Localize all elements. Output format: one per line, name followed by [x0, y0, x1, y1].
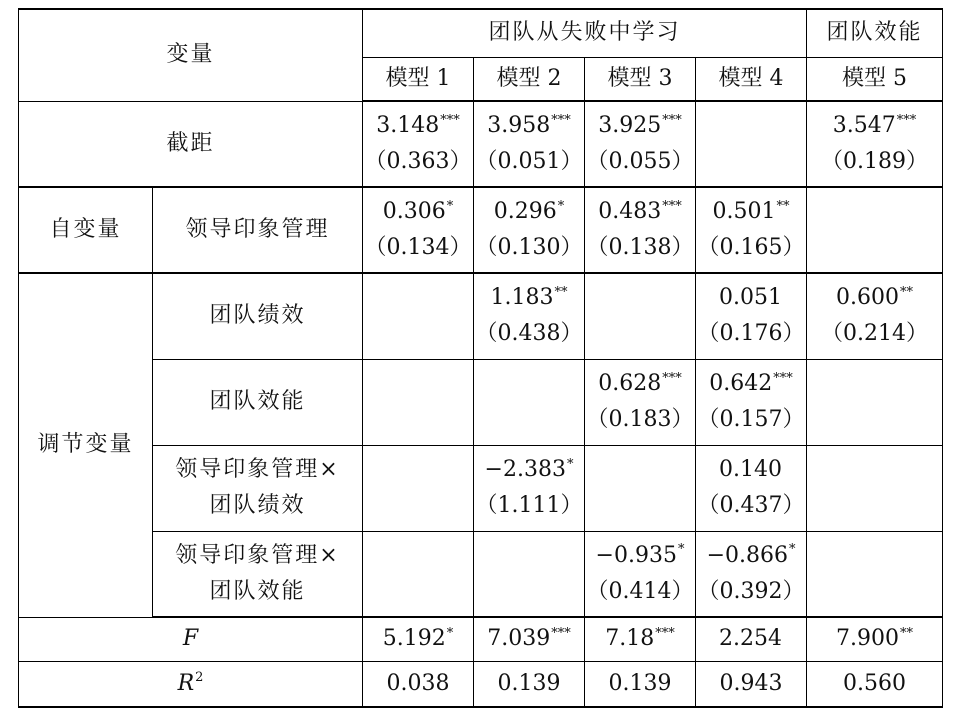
- label-moderator: 领导印象管理× 团队绩效: [153, 445, 363, 531]
- cell: [363, 273, 474, 359]
- std-error: （0.055）: [586, 149, 694, 174]
- row-r2: [19, 661, 943, 707]
- std-error: （0.157）: [697, 407, 805, 432]
- std-error: （0.138）: [586, 235, 694, 260]
- sig-mark: **: [776, 198, 790, 214]
- cell: [474, 531, 585, 617]
- sig-mark: ***: [551, 112, 571, 128]
- std-error: （0.414）: [586, 578, 694, 604]
- sig-mark: *: [788, 542, 796, 558]
- cell: [807, 445, 943, 531]
- std-error: （0.392）: [697, 578, 805, 604]
- cell: [696, 101, 807, 187]
- label-leader-impression: 领导印象管理: [153, 187, 363, 273]
- sig-mark: **: [900, 625, 914, 641]
- coef: 0.306: [382, 199, 446, 224]
- coef: 0.501: [712, 199, 776, 224]
- row-moderator-1: [19, 273, 943, 359]
- row-intercept: [19, 101, 943, 187]
- std-error: （0.130）: [475, 235, 583, 260]
- cell: [363, 101, 474, 187]
- coef: 0.642: [709, 371, 773, 396]
- cell: [363, 531, 474, 617]
- row-moderator-2: [19, 359, 943, 445]
- cell: [696, 531, 807, 617]
- sig-mark: **: [900, 284, 914, 300]
- std-error: （0.438）: [475, 321, 583, 347]
- row-independent: [19, 187, 943, 273]
- coef: 7.039: [487, 626, 551, 652]
- coef: 0.600: [836, 285, 900, 311]
- label-r2: $R^2$: [19, 661, 363, 707]
- header-row-1: [19, 9, 943, 57]
- header-model-4: 模型 4: [696, 57, 807, 101]
- cell: [807, 273, 943, 359]
- cell: [696, 273, 807, 359]
- cell: 0.139: [585, 661, 696, 707]
- cell: [363, 187, 474, 273]
- cell: [807, 359, 943, 445]
- cell: [474, 273, 585, 359]
- coef: −0.866: [706, 542, 788, 568]
- cell: [363, 445, 474, 531]
- std-error: （1.111）: [475, 493, 583, 518]
- cell: [585, 359, 696, 445]
- cell: [696, 445, 807, 531]
- coef: 1.183: [490, 285, 554, 311]
- coef: 5.192: [382, 626, 446, 652]
- cell: [585, 531, 696, 617]
- cell: [474, 617, 585, 661]
- std-error: （0.134）: [364, 235, 472, 260]
- cell: [474, 101, 585, 187]
- sig-mark: ***: [896, 112, 917, 128]
- coef: 2.254: [719, 626, 783, 652]
- header-group-learning: 团队从失败中学习: [363, 9, 807, 57]
- cell: [585, 445, 696, 531]
- coef: 3.925: [598, 113, 662, 138]
- cell: [585, 273, 696, 359]
- coef: 3.958: [487, 113, 551, 138]
- sig-mark: ***: [773, 370, 793, 386]
- std-error: （0.214）: [821, 321, 929, 347]
- header-variable: 变量: [19, 9, 363, 101]
- cell: 0.943: [696, 661, 807, 707]
- std-error: （0.437）: [697, 493, 805, 518]
- cell: [807, 187, 943, 273]
- coef: 3.547: [832, 113, 896, 138]
- group-moderators: 调节变量: [19, 273, 153, 617]
- sig-mark: ***: [440, 112, 460, 128]
- sig-mark: *: [566, 456, 574, 472]
- coef: 0.051: [719, 285, 783, 311]
- sig-mark: ***: [662, 112, 682, 128]
- header-model-2: 模型 2: [474, 57, 585, 101]
- row-moderator-3: [19, 445, 943, 531]
- sig-mark: *: [677, 542, 685, 558]
- row-f-stat: [19, 617, 943, 661]
- cell: [807, 617, 943, 661]
- coef: 3.148: [376, 113, 440, 138]
- coef: 0.628: [598, 371, 662, 396]
- header-model-3: 模型 3: [585, 57, 696, 101]
- coef: 0.483: [598, 199, 662, 224]
- group-independent: 自变量: [19, 187, 153, 273]
- label-f: F: [19, 617, 363, 661]
- std-error: （0.165）: [697, 235, 805, 260]
- coef: 0.296: [493, 199, 557, 224]
- row-moderator-4: [19, 531, 943, 617]
- header-model-5: 模型 5: [807, 57, 943, 101]
- label-intercept: 截距: [19, 101, 363, 187]
- std-error: （0.176）: [697, 321, 805, 347]
- coef: 0.140: [719, 457, 783, 482]
- cell: [696, 617, 807, 661]
- std-error: （0.183）: [586, 407, 694, 432]
- cell: [474, 187, 585, 273]
- cell: 0.139: [474, 661, 585, 707]
- cell: [807, 531, 943, 617]
- label-moderator: 领导印象管理× 团队效能: [153, 531, 363, 617]
- header-group-efficacy: 团队效能: [807, 9, 943, 57]
- cell: [807, 101, 943, 187]
- coef: 7.900: [836, 626, 900, 652]
- cell: [696, 187, 807, 273]
- sig-mark: *: [446, 198, 454, 214]
- sig-mark: ***: [662, 198, 682, 214]
- sig-mark: ***: [655, 625, 675, 641]
- coef: −0.935: [595, 542, 677, 568]
- cell: 0.560: [807, 661, 943, 707]
- label-moderator: 团队绩效: [153, 273, 363, 359]
- cell: [474, 359, 585, 445]
- coef: −2.383: [484, 457, 566, 482]
- cell: [363, 617, 474, 661]
- std-error: （0.189）: [821, 149, 929, 174]
- std-error: （0.051）: [475, 149, 583, 174]
- cell: [585, 187, 696, 273]
- sig-mark: *: [446, 625, 454, 641]
- cell: 0.038: [363, 661, 474, 707]
- regression-table: [18, 8, 943, 708]
- label-moderator: 团队效能: [153, 359, 363, 445]
- sig-mark: *: [557, 198, 565, 214]
- cell: [585, 617, 696, 661]
- std-error: （0.363）: [364, 149, 472, 174]
- cell: [585, 101, 696, 187]
- cell: [363, 359, 474, 445]
- cell: [696, 359, 807, 445]
- sig-mark: **: [554, 284, 568, 300]
- header-model-1: 模型 1: [363, 57, 474, 101]
- sig-mark: ***: [551, 625, 571, 641]
- sig-mark: ***: [662, 370, 682, 386]
- cell: [474, 445, 585, 531]
- coef: 7.18: [605, 626, 655, 652]
